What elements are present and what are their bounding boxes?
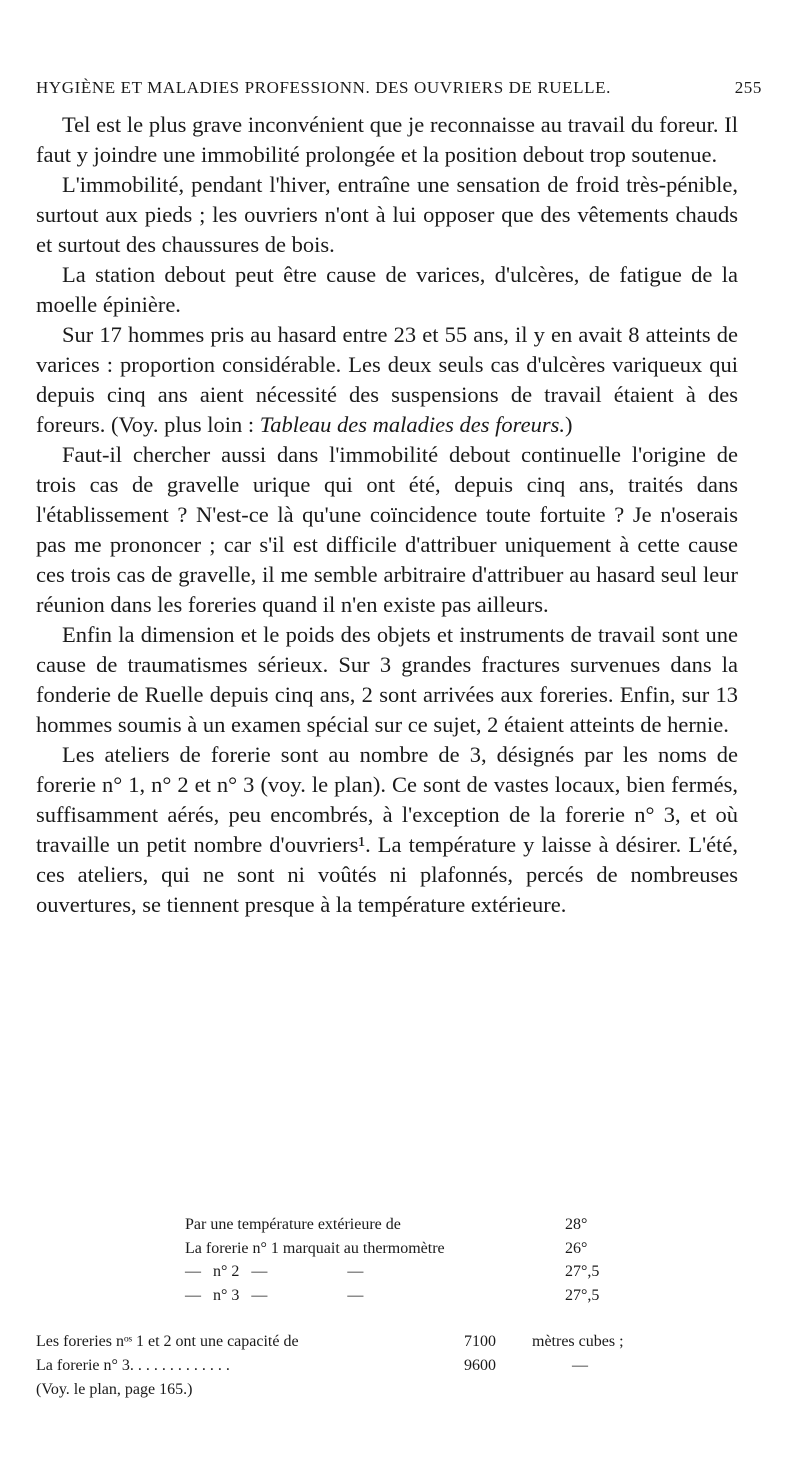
body-text: [36, 110, 738, 920]
plan-reference: (Voy. le plan, page 165.): [36, 1381, 193, 1398]
paragraph: [36, 320, 738, 440]
row-value: 7100: [464, 1333, 496, 1350]
running-title: HYGIÈNE ET MALADIES PROFESSIONN. DES OUVRIERS DE RUELLE.: [36, 78, 611, 97]
paragraph: Faut-il chercher aussi dans l'immobilité debout continuelle l'origine de trois cas de gravelle urique qui ont été, depuis cinq ans, traités dans l'établissement ? N'est-ce là qu'une coïncidence toute fortuite ? Je n'oserais pas me prononcer ; car s'il est difficile d'attribuer uniquement à cette cause ces trois cas de gravelle, il me semble arbitraire d'attribuer au hasard seul leur réunion dans les foreries quand il n'en existe pas ailleurs.: [36, 442, 738, 617]
row-label: La forerie n° 1 marquait au thermomètre: [185, 1239, 445, 1257]
row-unit: —: [572, 1357, 588, 1374]
paragraph: La station debout peut être cause de varices, d'ulcères, de fatigue de la moelle épinière.: [36, 262, 738, 317]
page-number: 255: [734, 78, 762, 97]
row-unit: mètres cubes ;: [532, 1333, 624, 1350]
row-label: Par une température extérieure de: [185, 1216, 401, 1233]
paragraph-text: Sur 17 hommes pris au hasard entre 23 et 55 ans, il y en avait 8 atteints de varices : proportion considérable. Les deux seuls cas d'ulcères variqueux qui depuis cinq ans aient nécessité des suspensions de travail étaient à des foreurs. (Voy. plus loin :: [36, 322, 738, 437]
temperature-table: [185, 1213, 625, 1307]
row-value: 27°,5: [565, 1263, 600, 1280]
table-row: [185, 1260, 625, 1284]
table-row: [185, 1284, 625, 1308]
row-value: 9600: [464, 1357, 496, 1374]
row-label: Les foreries nᵒˢ 1 et 2 ont une capacité de: [36, 1333, 299, 1350]
row-value: 28°: [565, 1216, 588, 1233]
table-row: [185, 1237, 625, 1261]
running-header: [36, 78, 762, 98]
table-row: [36, 1378, 772, 1402]
paragraph: Tel est le plus grave inconvénient que je reconnaisse au travail du foreur. Il faut y joindre une immobilité prolongée et la position debout trop soutenue.: [36, 112, 738, 167]
row-label: La forerie n° 3. . . . . . . . . . . . .: [36, 1357, 230, 1374]
paragraph: L'immobilité, pendant l'hiver, entraîne une sensation de froid très-pénible, surtout aux pieds ; les ouvriers n'ont à lui opposer que des vêtements chauds et surtout des chaussures de bois.: [36, 172, 738, 257]
table-reference: Tableau des maladies des foreurs.: [259, 412, 565, 437]
row-value: 27°,5: [565, 1286, 600, 1304]
table-row: [36, 1330, 772, 1354]
table-row: [36, 1354, 772, 1378]
row-label: — n° 2 — —: [185, 1263, 364, 1280]
row-value: 26°: [565, 1239, 588, 1257]
paragraph: Les ateliers de forerie sont au nombre de 3, désignés par les noms de forerie n° 1, n° 2 et n° 3 (voy. le plan). Ce sont de vastes locaux, bien fermés, suffisamment aérés, peu encombrés, à l'exception de la forerie n° 3, et où travaille un petit nombre d'ouvriers¹. La température y laisse à désirer. L'été, ces ateliers, qui ne sont ni voûtés ni plafonnés, percés de nombreuses ouvertures, se tiennent presque à la température extérieure.: [36, 742, 738, 917]
paragraph: Enfin la dimension et le poids des objets et instruments de travail sont une cause de traumatismes sérieux. Sur 3 grandes fractures survenues dans la fonderie de Ruelle depuis cinq ans, 2 sont arrivées aux foreries. Enfin, sur 13 hommes soumis à un examen spécial sur ce sujet, 2 étaient atteints de hernie.: [36, 622, 738, 737]
capacity-table: [36, 1330, 772, 1402]
paragraph-text: ): [564, 412, 573, 437]
row-label: — n° 3 — —: [185, 1286, 364, 1304]
table-row: [185, 1213, 625, 1237]
